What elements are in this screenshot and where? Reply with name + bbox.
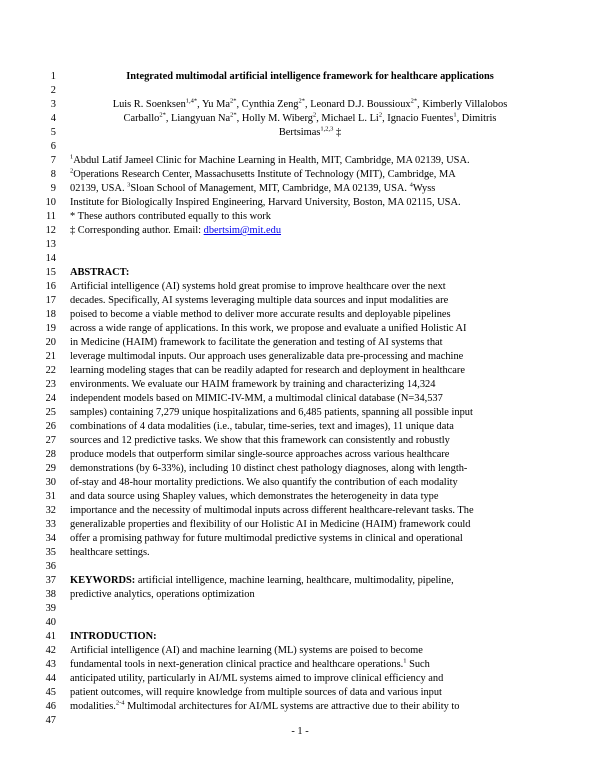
line-number: 30	[45, 477, 56, 488]
line-number: 44	[45, 673, 56, 684]
line-number: 35	[45, 547, 56, 558]
line-number: 21	[45, 351, 56, 362]
abstract-line: importance and the necessity of multimodal inputs across different healthcare-relevant tasks. The	[70, 505, 474, 516]
line-number: 34	[45, 533, 56, 544]
affiliation-2: $^2$Operations Research Center, Massachusetts Institute of Technology (MIT), Cambridge, MA	[70, 167, 456, 180]
abstract-line: poised to become a viable method to deliver more accurate results and deployable pipelines	[70, 309, 451, 320]
affiliation-3: 02139, USA. $^3$Sloan School of Management, MIT, Cambridge, MA 02139, USA. $^4$Wyss	[70, 181, 436, 194]
abstract-line: healthcare settings.	[70, 547, 150, 558]
line-number: 5	[50, 127, 56, 138]
affiliation-1: $^1$Abdul Latif Jameel Clinic for Machine Learning in Health, MIT, Cambridge, MA 02139, USA.	[70, 153, 470, 166]
abstract-line: produce models that outperform similar single-source approaches across various healthcare	[70, 449, 450, 460]
line-number: 46	[45, 701, 56, 712]
line-number: 37	[45, 575, 56, 586]
line-number: 15	[45, 267, 56, 278]
line-number: 10	[45, 197, 56, 208]
line-number: 24	[45, 393, 56, 404]
introduction-heading: INTRODUCTION:	[70, 631, 157, 642]
intro-line-46: patient outcomes, will require knowledge from multiple sources of data and various input	[70, 687, 442, 698]
abstract-line: across a wide range of applications. In this work, we propose and evaluate a unified Holistic AI	[70, 323, 467, 334]
line-number: 47	[45, 715, 56, 726]
abstract-line: decades. Specifically, AI systems leveraging multiple data sources and input modalities are	[70, 295, 449, 306]
abstract-line: independent models based on MIMIC-IV-MM, a multimodal clinical database (N=34,537	[70, 393, 443, 404]
line-number: 18	[45, 309, 56, 320]
line-number: 7	[50, 155, 56, 166]
line-number: 42	[45, 645, 56, 656]
line-number: 19	[45, 323, 56, 334]
line-number: 25	[45, 407, 56, 418]
line-number: 23	[45, 379, 56, 390]
abstract-line: demonstrations (by 6-33%), including 10 distinct chest pathology diagnoses, along with length-	[70, 463, 468, 474]
line-number: 2	[50, 85, 56, 96]
line-number: 45	[45, 687, 56, 698]
page-number: - 1 -	[291, 726, 309, 737]
paper-title: Integrated multimodal artificial intelligence framework for healthcare applications	[126, 71, 494, 82]
keywords-line-2: predictive analytics, operations optimization	[70, 589, 255, 600]
line-number: 16	[45, 281, 56, 292]
abstract-line: sources and 12 predictive tasks. We show that this framework can consistently and robustly	[70, 435, 450, 446]
intro-line-47: modalities.$^{2-4}$ Multimodal architectures for AI/ML systems are attractive due to their ability to	[70, 699, 460, 712]
line-number: 39	[45, 603, 56, 614]
keywords-line-1: KEYWORDS: artificial intelligence, machine learning, healthcare, multimodality, pipeline,	[70, 575, 454, 586]
abstract-line: and data source using Shapley values, which demonstrates the heterogeneity in data type	[70, 491, 439, 502]
intro-line-44: fundamental tools in next-generation clinical practice and healthcare operations.$^1$ Such	[70, 657, 430, 670]
line-number: 17	[45, 295, 56, 306]
abstract-line: of-stay and 48-hour mortality predictions. We also quantify the contribution of each modality	[70, 477, 458, 488]
author-line-3: Bertsimas$^{1,2,3}$ ‡	[278, 125, 342, 138]
line-number: 38	[45, 589, 56, 600]
line-number: 12	[45, 225, 56, 236]
line-number: 27	[45, 435, 56, 446]
author-line-1: Luis R. Soenksen$^{1,4*}$, Yu $Ma^{2*}$, Cynthia Zeng$^{2*}$, Leonard D.J. Boussioux$^{2*}$, Kimberly Villalobos	[112, 97, 508, 110]
abstract-heading: ABSTRACT:	[70, 267, 130, 278]
line-number: 13	[45, 239, 56, 250]
abstract-line: learning modeling stages that can be readily adapted for research and deployment in healthcare	[70, 365, 465, 376]
line-number: 9	[50, 183, 56, 194]
abstract-line: Artificial intelligence (AI) systems hold great promise to improve healthcare over the next	[70, 281, 446, 292]
line-number: 11	[45, 211, 56, 222]
line-number: 20	[45, 337, 56, 348]
intro-line-45: anticipated utility, particularly in AI/ML systems aimed to improve clinical efficiency and	[70, 673, 444, 684]
email-link[interactable]: dbertsim@mit.edu	[203, 225, 282, 236]
line-number: 29	[45, 463, 56, 474]
line-number: 41	[45, 631, 56, 642]
line-number: 40	[45, 617, 56, 628]
line-number: 8	[50, 169, 56, 180]
line-number: 32	[45, 505, 56, 516]
author-line-2: Carballo$^{2*}$, Liangyuan $Na^{2*}$, Holly M. Wiberg$^2$, Michael L. Li$^2$, Ignacio Fuentes$^1$, Dimitris	[123, 111, 497, 124]
abstract-line: leverage multimodal inputs. Our approach uses generalizable data pre-processing and machine	[70, 351, 464, 362]
line-number: 3	[50, 99, 56, 110]
abstract-line: combinations of 4 data modalities (i.e., tabular, time-series, text and images), 11 unique data	[70, 421, 454, 432]
line-number: 1	[50, 71, 56, 82]
line-number: 43	[45, 659, 56, 670]
abstract-line: environments. We evaluate our HAIM framework by training and characterizing 14,324	[70, 379, 436, 390]
line-number: 28	[45, 449, 56, 460]
line-number: 6	[50, 141, 56, 152]
line-number: 14	[45, 253, 56, 264]
line-number: 31	[45, 491, 56, 502]
abstract-line: in Medicine (HAIM) framework to facilitate the generation and testing of AI systems that	[70, 337, 443, 348]
equal-contribution-note: * These authors contributed equally to this work	[70, 211, 271, 222]
line-number: 4	[50, 113, 56, 124]
line-number: 22	[45, 365, 56, 376]
line-number: 36	[45, 561, 56, 572]
line-number: 33	[45, 519, 56, 530]
line-number: 26	[45, 421, 56, 432]
affiliation-4: Institute for Biologically Inspired Engineering, Harvard University, Boston, MA 02115, USA.	[70, 197, 461, 208]
intro-line-43: Artificial intelligence (AI) and machine learning (ML) systems are poised to become	[70, 645, 423, 656]
corresponding-author: ‡ Corresponding author. Email: dbertsim@mit.edu	[70, 225, 282, 236]
abstract-line: samples) containing 7,279 unique hospitalizations and 6,485 patients, spanning all possible input	[70, 407, 473, 418]
abstract-line: generalizable properties and flexibility of our Holistic AI in Medicine (HAIM) framework could	[70, 519, 471, 530]
abstract-line: offer a promising pathway for future multimodal predictive systems in clinical and operational	[70, 533, 463, 544]
